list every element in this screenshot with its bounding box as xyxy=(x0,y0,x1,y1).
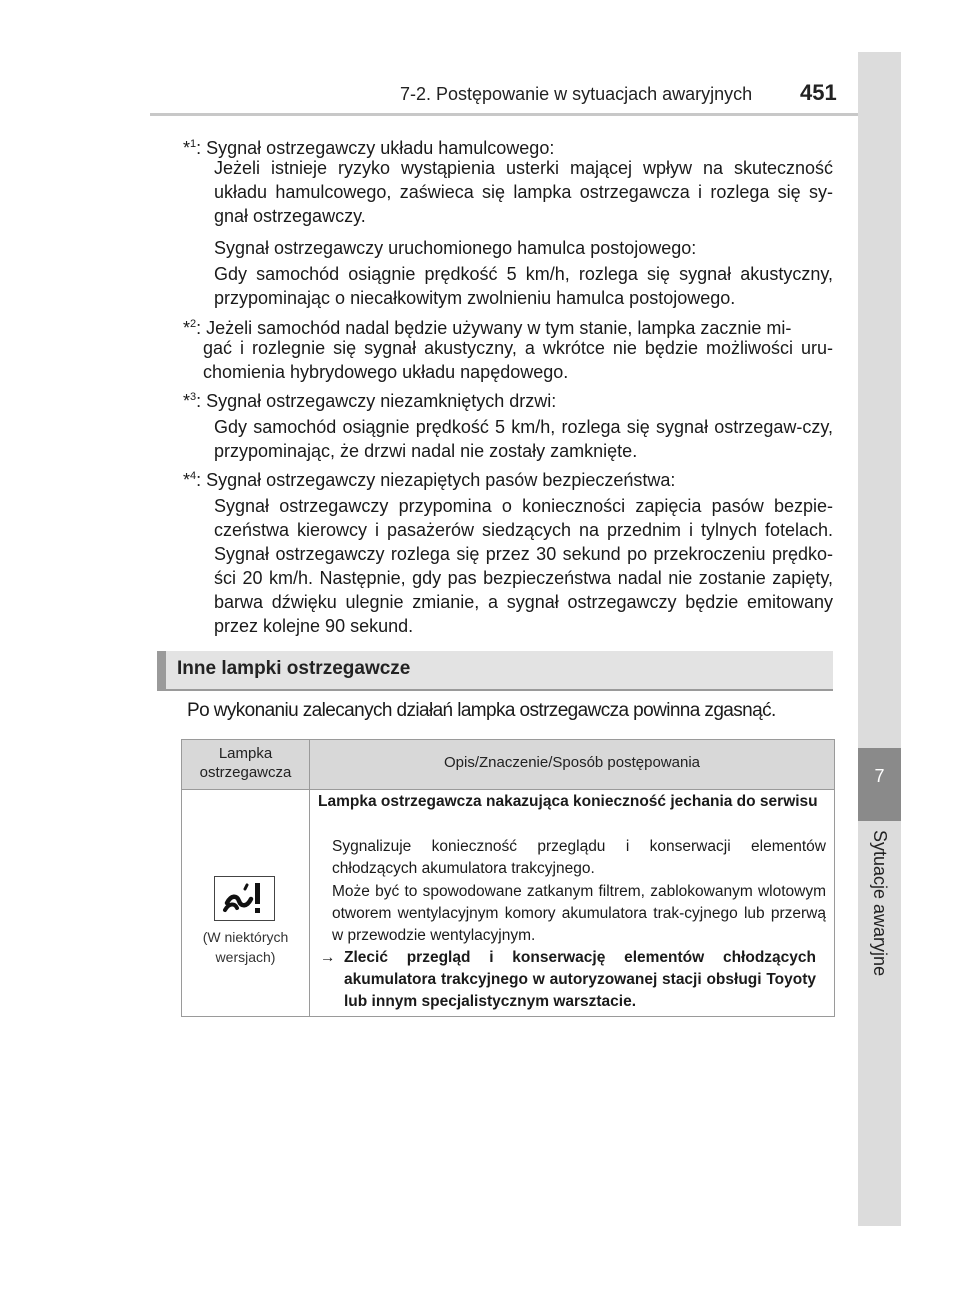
header-rule xyxy=(150,113,860,116)
row-description-1: Sygnalizuje konieczność przeglądu i konserwacji elementów chłodzących akumulatora trakcyjnego. xyxy=(332,838,826,877)
row-action-arrow: → xyxy=(320,949,336,966)
icon-caption: (W niektórych wersjach) xyxy=(202,929,289,965)
chapter-label-container xyxy=(860,830,900,990)
note-1-paragraph-2: Sygnał ostrzegawczy uruchomionego hamulca postojowego: xyxy=(214,238,697,258)
page-number: 451 xyxy=(800,80,837,105)
warning-lights-table xyxy=(181,739,835,1017)
table-header-description: Opis/Znaczenie/Sposób postępowania xyxy=(310,740,834,789)
note-1-paragraph-1: Jeżeli istnieje ryzyko wystąpienia usterki mającej wpływ na skuteczność układu hamulcowego, zaświeca się lampka ostrzegawcza i rozlega się sy-gnał ostrzegawczy. xyxy=(214,158,833,226)
chapter-label: Sytuacje awaryjne xyxy=(870,830,890,977)
row-title: Lampka ostrzegawcza nakazująca konieczność jechania do serwisu xyxy=(318,793,818,810)
section-intro: Po wykonaniu zalecanych działań lampka ostrzegawcza powinna zgasnąć. xyxy=(187,700,776,721)
note-4-paragraph-1: Sygnał ostrzegawczy przypomina o konieczności zapięcia pasów bezpie-czeństwa kierowcy i pasażerów siedzących na przednim i tylnych fotelach. Sygnał ostrzegawczy rozlega się przez 30 sekund po przekroczeniu prędko-ści 20 km/h. Następnie, gdy pas bezpieczeństwa nadal nie zostanie zapięty, barwa dźwięku ulegnie zmianie, a sygnał ostrzegawczy będzie emitowany przez kolejne 90 sekund. xyxy=(214,496,833,636)
note-4-title: *$^4$: Sygnał ostrzegawczy niezapiętych pasów bezpieczeństwa: xyxy=(183,470,676,490)
note-1-title: *$^1$: Sygnał ostrzegawczy układu hamulcowego: xyxy=(183,138,555,158)
note-1-paragraph-3: Gdy samochód osiągnie prędkość 5 km/h, rozlega się sygnał akustyczny, przypominając o niecałkowitym zwolnieniu hamulca postojowego. xyxy=(214,264,833,308)
note-2-title: *$^2$: Jeżeli samochód nadal będzie używany w tym stanie, lampka zacznie mi- xyxy=(183,318,792,338)
row-description-2: Może być to spowodowane zatkanym filtrem, zablokowanym wlotowym otworem wentylacyjnym komory akumulatora trak-cyjnego lub przerwą w przewodzie wentylacyjnym. xyxy=(332,883,826,944)
side-tab-upper xyxy=(858,52,901,748)
row-action: Zlecić przegląd i konserwację elementów chłodzących akumulatora trakcyjnego w autoryzowanej stacji obsługi Toyoty lub innym specjalistycznym warsztacie. xyxy=(344,949,816,1010)
chapter-number: 7 xyxy=(874,766,885,786)
table-header-light: Lampka ostrzegawcza xyxy=(182,740,310,789)
note-3-paragraph-1: Gdy samochód osiągnie prędkość 5 km/h, rozlega się sygnał ostrzegaw-czy, przypominając, że drzwi nadal nie zostały zamknięte. xyxy=(214,417,833,461)
note-3-title: *$^3$: Sygnał ostrzegawczy niezamkniętych drzwi: xyxy=(183,391,557,411)
battery-cooling-warning-icon xyxy=(214,876,275,921)
section-heading-accent xyxy=(157,651,166,691)
note-2-continuation: gać i rozlegnie się sygnał akustyczny, a wkrótce nie będzie możliwości uru-chomienia hybrydowego układu napędowego. xyxy=(203,338,833,382)
section-heading: Inne lampki ostrzegawcze xyxy=(177,658,411,679)
section-heading-bar xyxy=(157,651,833,691)
table-column-divider xyxy=(309,740,310,1016)
running-header-title: 7-2. Postępowanie w sytuacjach awaryjnych xyxy=(400,84,753,104)
